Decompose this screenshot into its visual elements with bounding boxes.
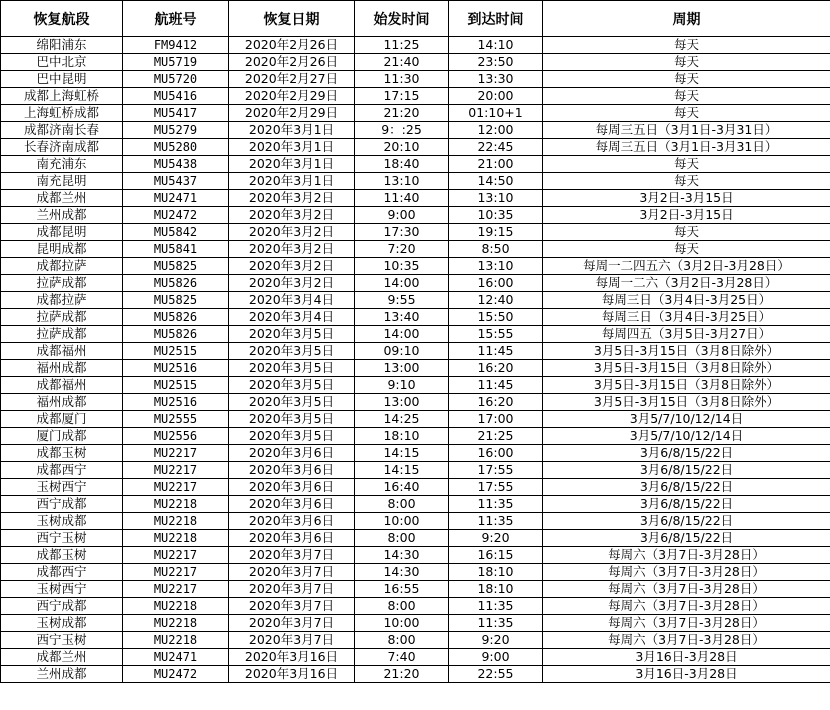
departure-time-cell: 14:15 [355,462,449,479]
table-row [1,190,830,207]
route-cell: 拉萨成都 [1,275,123,292]
resume-date-cell: 2020年3月7日 [229,547,355,564]
arrival-time-cell: 15:55 [449,326,543,343]
arrival-time-cell: 22:45 [449,139,543,156]
departure-time-cell: 13:00 [355,394,449,411]
flight-no-cell: MU2555 [123,411,229,428]
schedule-cell: 每天 [543,88,830,105]
table-row [1,564,830,581]
table-row [1,496,830,513]
resume-date-cell: 2020年3月6日 [229,530,355,547]
route-cell: 成都福州 [1,377,123,394]
flight-no-cell: MU5438 [123,156,229,173]
resume-date-cell: 2020年3月7日 [229,564,355,581]
schedule-cell: 每天 [543,224,830,241]
resume-date-cell: 2020年3月2日 [229,190,355,207]
arrival-time-cell: 01:10+1 [449,105,543,122]
arrival-time-cell: 18:10 [449,564,543,581]
route-cell: 西宁玉树 [1,530,123,547]
table-row [1,462,830,479]
route-cell: 玉树成都 [1,513,123,530]
table-row [1,122,830,139]
route-cell: 成都拉萨 [1,258,123,275]
schedule-cell: 每天 [543,173,830,190]
arrival-time-cell: 11:35 [449,513,543,530]
departure-time-cell: 11:40 [355,190,449,207]
arrival-time-cell: 10:35 [449,207,543,224]
resume-date-cell: 2020年3月7日 [229,615,355,632]
flight-no-cell: MU5826 [123,326,229,343]
departure-time-cell: 14:30 [355,547,449,564]
flight-no-cell: MU5842 [123,224,229,241]
departure-time-cell: 7:20 [355,241,449,258]
flight-no-cell: MU5720 [123,71,229,88]
schedule-cell: 每天 [543,71,830,88]
flight-no-cell: MU5826 [123,275,229,292]
route-cell: 昆明成都 [1,241,123,258]
flight-no-cell: MU2472 [123,666,229,683]
resume-date-cell: 2020年3月6日 [229,479,355,496]
arrival-time-cell: 9:20 [449,530,543,547]
arrival-time-cell: 11:35 [449,598,543,615]
table-row [1,445,830,462]
arrival-time-cell: 13:30 [449,71,543,88]
departure-time-cell: 13:40 [355,309,449,326]
resume-date-cell: 2020年3月7日 [229,632,355,649]
resume-date-cell: 2020年2月27日 [229,71,355,88]
resume-date-cell: 2020年3月5日 [229,360,355,377]
resume-date-cell: 2020年3月5日 [229,394,355,411]
resume-date-cell: 2020年3月2日 [229,241,355,258]
departure-time-cell: 21:20 [355,105,449,122]
resume-date-cell: 2020年3月5日 [229,428,355,445]
arrival-time-cell: 16:20 [449,394,543,411]
route-cell: 成都昆明 [1,224,123,241]
arrival-time-cell: 21:25 [449,428,543,445]
schedule-cell: 每周六（3月7日-3月28日） [543,564,830,581]
table-row [1,139,830,156]
route-cell: 南充浦东 [1,156,123,173]
arrival-time-cell: 21:00 [449,156,543,173]
route-cell: 厦门成都 [1,428,123,445]
table-row [1,37,830,54]
schedule-cell: 每周三五日（3月1日-3月31日） [543,139,830,156]
schedule-cell: 每天 [543,37,830,54]
schedule-cell: 3月5/7/10/12/14日 [543,411,830,428]
arrival-time-cell: 11:35 [449,496,543,513]
schedule-cell: 3月5/7/10/12/14日 [543,428,830,445]
flight-no-cell: MU2217 [123,564,229,581]
route-cell: 成都厦门 [1,411,123,428]
flight-no-cell: MU2217 [123,581,229,598]
schedule-cell: 3月6/8/15/22日 [543,530,830,547]
resume-date-cell: 2020年3月5日 [229,343,355,360]
route-cell: 福州成都 [1,360,123,377]
flight-no-cell: MU2515 [123,343,229,360]
table-row [1,88,830,105]
schedule-cell: 每周六（3月7日-3月28日） [543,547,830,564]
resume-date-cell: 2020年3月16日 [229,649,355,666]
flight-no-cell: MU2217 [123,547,229,564]
arrival-time-cell: 15:50 [449,309,543,326]
route-cell: 南充昆明 [1,173,123,190]
schedule-cell: 3月2日-3月15日 [543,190,830,207]
departure-time-cell: 11:25 [355,37,449,54]
route-cell: 兰州成都 [1,207,123,224]
departure-time-cell: 8:00 [355,598,449,615]
schedule-cell: 每天 [543,241,830,258]
flight-no-cell: MU2217 [123,462,229,479]
flight-no-cell: MU2218 [123,615,229,632]
departure-time-cell: 8:00 [355,496,449,513]
resume-date-cell: 2020年3月6日 [229,445,355,462]
route-cell: 成都拉萨 [1,292,123,309]
departure-time-cell: 14:00 [355,275,449,292]
table-row [1,241,830,258]
flight-no-cell: MU2472 [123,207,229,224]
route-cell: 成都玉树 [1,547,123,564]
departure-time-cell: 8:00 [355,632,449,649]
table-row [1,598,830,615]
resume-date-cell: 2020年3月2日 [229,207,355,224]
route-cell: 兰州成都 [1,666,123,683]
arrival-time-cell: 16:15 [449,547,543,564]
departure-time-cell: 14:15 [355,445,449,462]
route-cell: 成都玉树 [1,445,123,462]
route-cell: 长春济南成都 [1,139,123,156]
flight-no-cell: MU2471 [123,649,229,666]
schedule-cell: 3月5日-3月15日（3月8日除外） [543,377,830,394]
resume-date-cell: 2020年3月4日 [229,309,355,326]
route-cell: 上海虹桥成都 [1,105,123,122]
flight-no-cell: MU2217 [123,479,229,496]
departure-time-cell: 7:40 [355,649,449,666]
resume-date-cell: 2020年2月26日 [229,54,355,71]
flight-no-cell: MU5825 [123,258,229,275]
schedule-cell: 每天 [543,54,830,71]
schedule-cell: 每天 [543,105,830,122]
schedule-cell: 3月6/8/15/22日 [543,445,830,462]
arrival-time-cell: 9:00 [449,649,543,666]
schedule-cell: 3月16日-3月28日 [543,649,830,666]
departure-time-cell: 14:25 [355,411,449,428]
departure-time-cell: 13:00 [355,360,449,377]
flight-no-cell: MU5417 [123,105,229,122]
table-row [1,343,830,360]
arrival-time-cell: 19:15 [449,224,543,241]
flight-no-cell: FM9412 [123,37,229,54]
table-row [1,275,830,292]
schedule-cell: 每周六（3月7日-3月28日） [543,632,830,649]
header-flight-no: 航班号 [123,1,229,37]
departure-time-cell: 9:55 [355,292,449,309]
table-row [1,360,830,377]
resume-date-cell: 2020年3月7日 [229,581,355,598]
table-row [1,666,830,683]
flight-no-cell: MU5279 [123,122,229,139]
resume-date-cell: 2020年3月4日 [229,292,355,309]
resume-date-cell: 2020年3月1日 [229,156,355,173]
resume-date-cell: 2020年3月7日 [229,598,355,615]
arrival-time-cell: 17:55 [449,479,543,496]
header-resume-date: 恢复日期 [229,1,355,37]
schedule-cell: 3月5日-3月15日（3月8日除外） [543,343,830,360]
departure-time-cell: 18:10 [355,428,449,445]
arrival-time-cell: 13:10 [449,258,543,275]
route-cell: 拉萨成都 [1,309,123,326]
arrival-time-cell: 16:20 [449,360,543,377]
schedule-cell: 3月5日-3月15日（3月8日除外） [543,394,830,411]
resume-date-cell: 2020年3月2日 [229,258,355,275]
table-row [1,428,830,445]
flight-no-cell: MU2556 [123,428,229,445]
departure-time-cell: 11:30 [355,71,449,88]
route-cell: 成都兰州 [1,649,123,666]
arrival-time-cell: 17:55 [449,462,543,479]
resume-date-cell: 2020年3月1日 [229,173,355,190]
flight-no-cell: MU2217 [123,445,229,462]
departure-time-cell: 18:40 [355,156,449,173]
table-row [1,513,830,530]
route-cell: 巴中北京 [1,54,123,71]
schedule-cell: 每周六（3月7日-3月28日） [543,581,830,598]
flight-no-cell: MU5719 [123,54,229,71]
arrival-time-cell: 14:50 [449,173,543,190]
schedule-cell: 每周四五（3月5日-3月27日） [543,326,830,343]
resume-date-cell: 2020年3月1日 [229,122,355,139]
resume-date-cell: 2020年3月2日 [229,275,355,292]
route-cell: 绵阳浦东 [1,37,123,54]
resume-date-cell: 2020年3月5日 [229,326,355,343]
header-schedule: 周期 [543,1,830,37]
header-row [1,1,830,37]
route-cell: 成都福州 [1,343,123,360]
flight-no-cell: MU2218 [123,513,229,530]
table-row [1,326,830,343]
route-cell: 西宁玉树 [1,632,123,649]
table-row [1,649,830,666]
schedule-cell: 3月6/8/15/22日 [543,479,830,496]
table-row [1,377,830,394]
arrival-time-cell: 22:55 [449,666,543,683]
schedule-cell: 每周三日（3月4日-3月25日） [543,292,830,309]
table-row [1,309,830,326]
arrival-time-cell: 17:00 [449,411,543,428]
departure-time-cell: 14:30 [355,564,449,581]
route-cell: 福州成都 [1,394,123,411]
table-row [1,479,830,496]
departure-time-cell: 9:00 [355,207,449,224]
arrival-time-cell: 13:10 [449,190,543,207]
departure-time-cell: 9：:25 [355,122,449,139]
header-arrival-time: 到达时间 [449,1,543,37]
schedule-cell: 3月16日-3月28日 [543,666,830,683]
resume-date-cell: 2020年3月2日 [229,224,355,241]
schedule-cell: 每周一二六（3月2日-3月28日） [543,275,830,292]
departure-time-cell: 16:40 [355,479,449,496]
route-cell: 西宁成都 [1,496,123,513]
schedule-cell: 每周三五日（3月1日-3月31日） [543,122,830,139]
route-cell: 成都西宁 [1,462,123,479]
route-cell: 玉树成都 [1,615,123,632]
schedule-cell: 每天 [543,156,830,173]
table-row [1,207,830,224]
arrival-time-cell: 11:35 [449,615,543,632]
flight-no-cell: MU2516 [123,360,229,377]
flight-no-cell: MU2218 [123,598,229,615]
table-row [1,547,830,564]
arrival-time-cell: 9:20 [449,632,543,649]
schedule-cell: 3月6/8/15/22日 [543,513,830,530]
departure-time-cell: 17:30 [355,224,449,241]
flight-no-cell: MU2218 [123,632,229,649]
route-cell: 成都济南长春 [1,122,123,139]
resume-date-cell: 2020年3月16日 [229,666,355,683]
flight-no-cell: MU5826 [123,309,229,326]
arrival-time-cell: 16:00 [449,445,543,462]
route-cell: 西宁成都 [1,598,123,615]
departure-time-cell: 10:35 [355,258,449,275]
departure-time-cell: 17:15 [355,88,449,105]
route-cell: 成都上海虹桥 [1,88,123,105]
resume-date-cell: 2020年3月6日 [229,513,355,530]
departure-time-cell: 20:10 [355,139,449,156]
table-row [1,173,830,190]
route-cell: 成都西宁 [1,564,123,581]
arrival-time-cell: 16:00 [449,275,543,292]
table-row [1,54,830,71]
schedule-cell: 每周六（3月7日-3月28日） [543,615,830,632]
departure-time-cell: 21:40 [355,54,449,71]
flight-no-cell: MU5841 [123,241,229,258]
arrival-time-cell: 12:00 [449,122,543,139]
resume-date-cell: 2020年2月26日 [229,37,355,54]
header-route: 恢复航段 [1,1,123,37]
departure-time-cell: 8:00 [355,530,449,547]
route-cell: 巴中昆明 [1,71,123,88]
flight-no-cell: MU2218 [123,496,229,513]
schedule-cell: 3月5日-3月15日（3月8日除外） [543,360,830,377]
table-row [1,615,830,632]
table-row [1,411,830,428]
resume-date-cell: 2020年2月29日 [229,88,355,105]
resume-date-cell: 2020年3月6日 [229,496,355,513]
arrival-time-cell: 11:45 [449,377,543,394]
flight-no-cell: MU2515 [123,377,229,394]
flight-no-cell: MU2218 [123,530,229,547]
table-row [1,394,830,411]
table-row [1,581,830,598]
table-row [1,258,830,275]
resume-date-cell: 2020年3月1日 [229,139,355,156]
schedule-cell: 3月6/8/15/22日 [543,496,830,513]
route-cell: 拉萨成都 [1,326,123,343]
departure-time-cell: 10:00 [355,615,449,632]
resume-date-cell: 2020年3月5日 [229,411,355,428]
departure-time-cell: 10:00 [355,513,449,530]
departure-time-cell: 14:00 [355,326,449,343]
table-body [1,37,830,683]
arrival-time-cell: 23:50 [449,54,543,71]
table-row [1,292,830,309]
schedule-cell: 每周六（3月7日-3月28日） [543,598,830,615]
departure-time-cell: 09:10 [355,343,449,360]
table-row [1,632,830,649]
route-cell: 玉树西宁 [1,479,123,496]
flight-no-cell: MU5437 [123,173,229,190]
schedule-cell: 每周三日（3月4日-3月25日） [543,309,830,326]
flight-no-cell: MU5825 [123,292,229,309]
resume-date-cell: 2020年2月29日 [229,105,355,122]
table-row [1,530,830,547]
flight-no-cell: MU5416 [123,88,229,105]
arrival-time-cell: 20:00 [449,88,543,105]
table-row [1,71,830,88]
flight-no-cell: MU2471 [123,190,229,207]
flight-no-cell: MU5280 [123,139,229,156]
departure-time-cell: 16:55 [355,581,449,598]
arrival-time-cell: 18:10 [449,581,543,598]
arrival-time-cell: 8:50 [449,241,543,258]
arrival-time-cell: 14:10 [449,37,543,54]
table-header [1,1,830,37]
resume-date-cell: 2020年3月6日 [229,462,355,479]
resume-date-cell: 2020年3月5日 [229,377,355,394]
departure-time-cell: 9:10 [355,377,449,394]
schedule-cell: 3月6/8/15/22日 [543,462,830,479]
header-departure-time: 始发时间 [355,1,449,37]
arrival-time-cell: 11:45 [449,343,543,360]
schedule-cell: 3月2日-3月15日 [543,207,830,224]
route-cell: 玉树西宁 [1,581,123,598]
flight-no-cell: MU2516 [123,394,229,411]
departure-time-cell: 13:10 [355,173,449,190]
table-row [1,156,830,173]
table-row [1,224,830,241]
departure-time-cell: 21:20 [355,666,449,683]
table-row [1,105,830,122]
arrival-time-cell: 12:40 [449,292,543,309]
route-cell: 成都兰州 [1,190,123,207]
schedule-cell: 每周一二四五六（3月2日-3月28日） [543,258,830,275]
